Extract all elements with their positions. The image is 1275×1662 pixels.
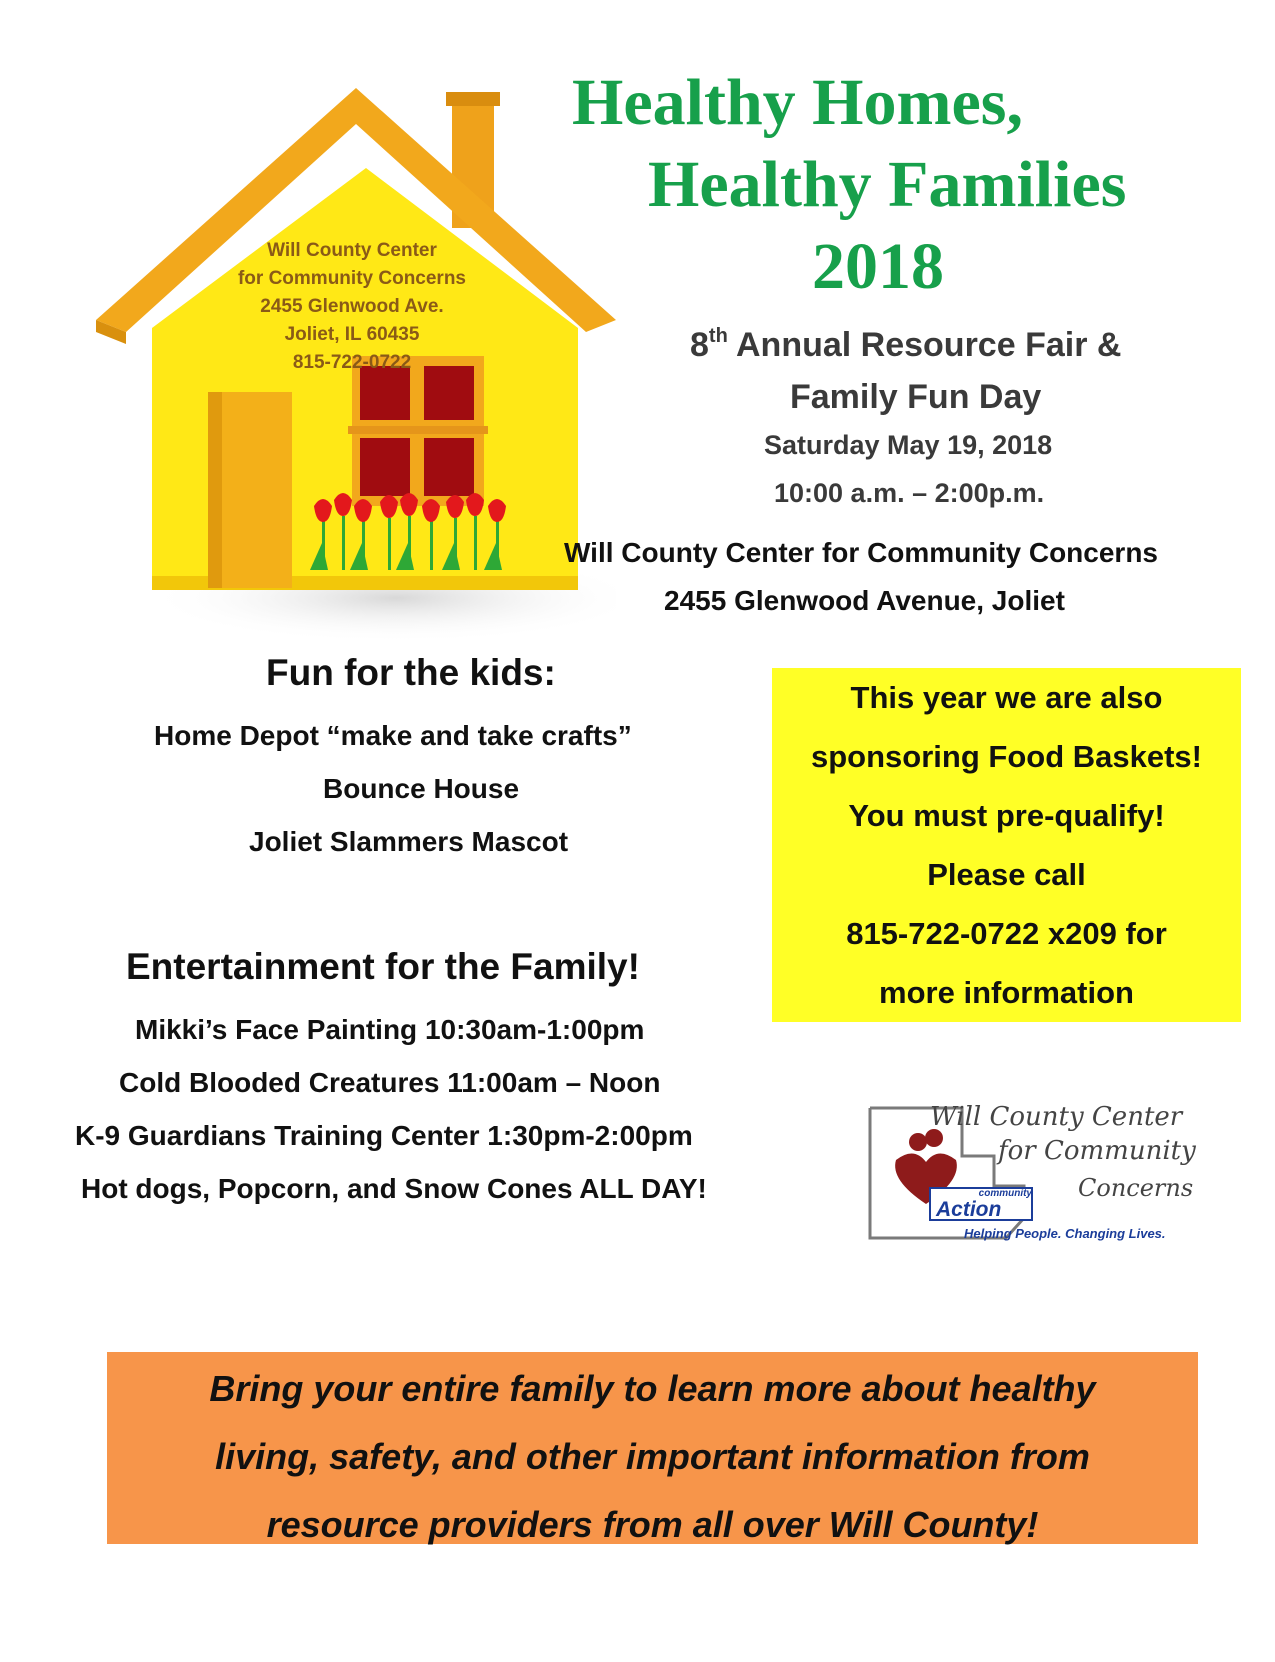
food-box-phone: 815-722-0722 x209 for [846,916,1167,951]
event-name: Annual Resource Fair & [736,326,1122,364]
house-sign-line: Joliet, IL 60435 [284,324,420,345]
food-box-line: more information [879,975,1134,1010]
window-pane [360,366,410,420]
family-item: K-9 Guardians Training Center 1:30pm-2:00pm [75,1120,693,1151]
badge-big-text: Action [936,1198,1002,1221]
family-item: Hot dogs, Popcorn, and Snow Cones ALL DAY! [81,1173,707,1204]
event-name-line-2: Family Fun Day [790,378,1042,416]
event-ordinal-suffix: th [708,325,728,347]
food-box-line: You must pre-qualify! [848,798,1165,833]
title-line-1: Healthy Homes, [572,66,1023,139]
food-box-line: This year we are also [850,680,1163,715]
family-heading: Entertainment for the Family! [126,946,640,987]
badge-small-text: community [978,1188,1032,1199]
footer-line: Bring your entire family to learn more about healthy [209,1368,1096,1409]
org-logo [866,1098,1236,1248]
food-box-line: Please call [927,857,1086,892]
event-time: 10:00 a.m. – 2:00p.m. [774,478,1045,508]
kids-item: Bounce House [323,773,520,804]
kids-item: Joliet Slammers Mascot [249,826,569,857]
window-pane [424,438,474,496]
food-box-line: sponsoring Food Baskets! [811,739,1202,774]
house-sign-line: Will County Center [267,240,437,261]
logo-tagline: Helping People. Changing Lives. [964,1226,1166,1241]
house-sign-line: 815-722-0722 [292,352,412,373]
venue-name: Will County Center for Community Concerns [564,537,1159,568]
chimney-cap [446,92,500,106]
kids-heading: Fun for the kids: [266,652,556,693]
logo-line-2: for Community [998,1136,1196,1166]
footer-line: living, safety, and other important information from [215,1436,1090,1477]
food-baskets-box [772,668,1241,1022]
footer-line: resource providers from all over Will County! [266,1504,1039,1545]
house-illustration [96,88,616,648]
person-head-icon [909,1133,927,1151]
venue-address: 2455 Glenwood Avenue, Joliet [664,585,1065,616]
window-pane [424,366,474,420]
event-ordinal: 8 [690,326,709,364]
event-name-line-1 [690,325,1121,365]
house-sign-line: 2455 Glenwood Ave. [260,296,444,317]
logo-line-1: Will County Center [930,1102,1183,1132]
family-item: Cold Blooded Creatures 11:00am – Noon [119,1067,661,1098]
window-pane [360,438,410,496]
house-sign-line: for Community Concerns [237,268,467,289]
family-item: Mikki’s Face Painting 10:30am-1:00pm [135,1014,645,1045]
kids-item: Home Depot “make and take crafts” [154,720,632,751]
title-year: 2018 [812,230,944,303]
window-sill [348,426,488,434]
footer-box [107,1352,1198,1544]
event-date: Saturday May 19, 2018 [764,430,1053,460]
title-line-2: Healthy Families [648,148,1127,221]
logo-line-3: Concerns [1078,1174,1194,1202]
